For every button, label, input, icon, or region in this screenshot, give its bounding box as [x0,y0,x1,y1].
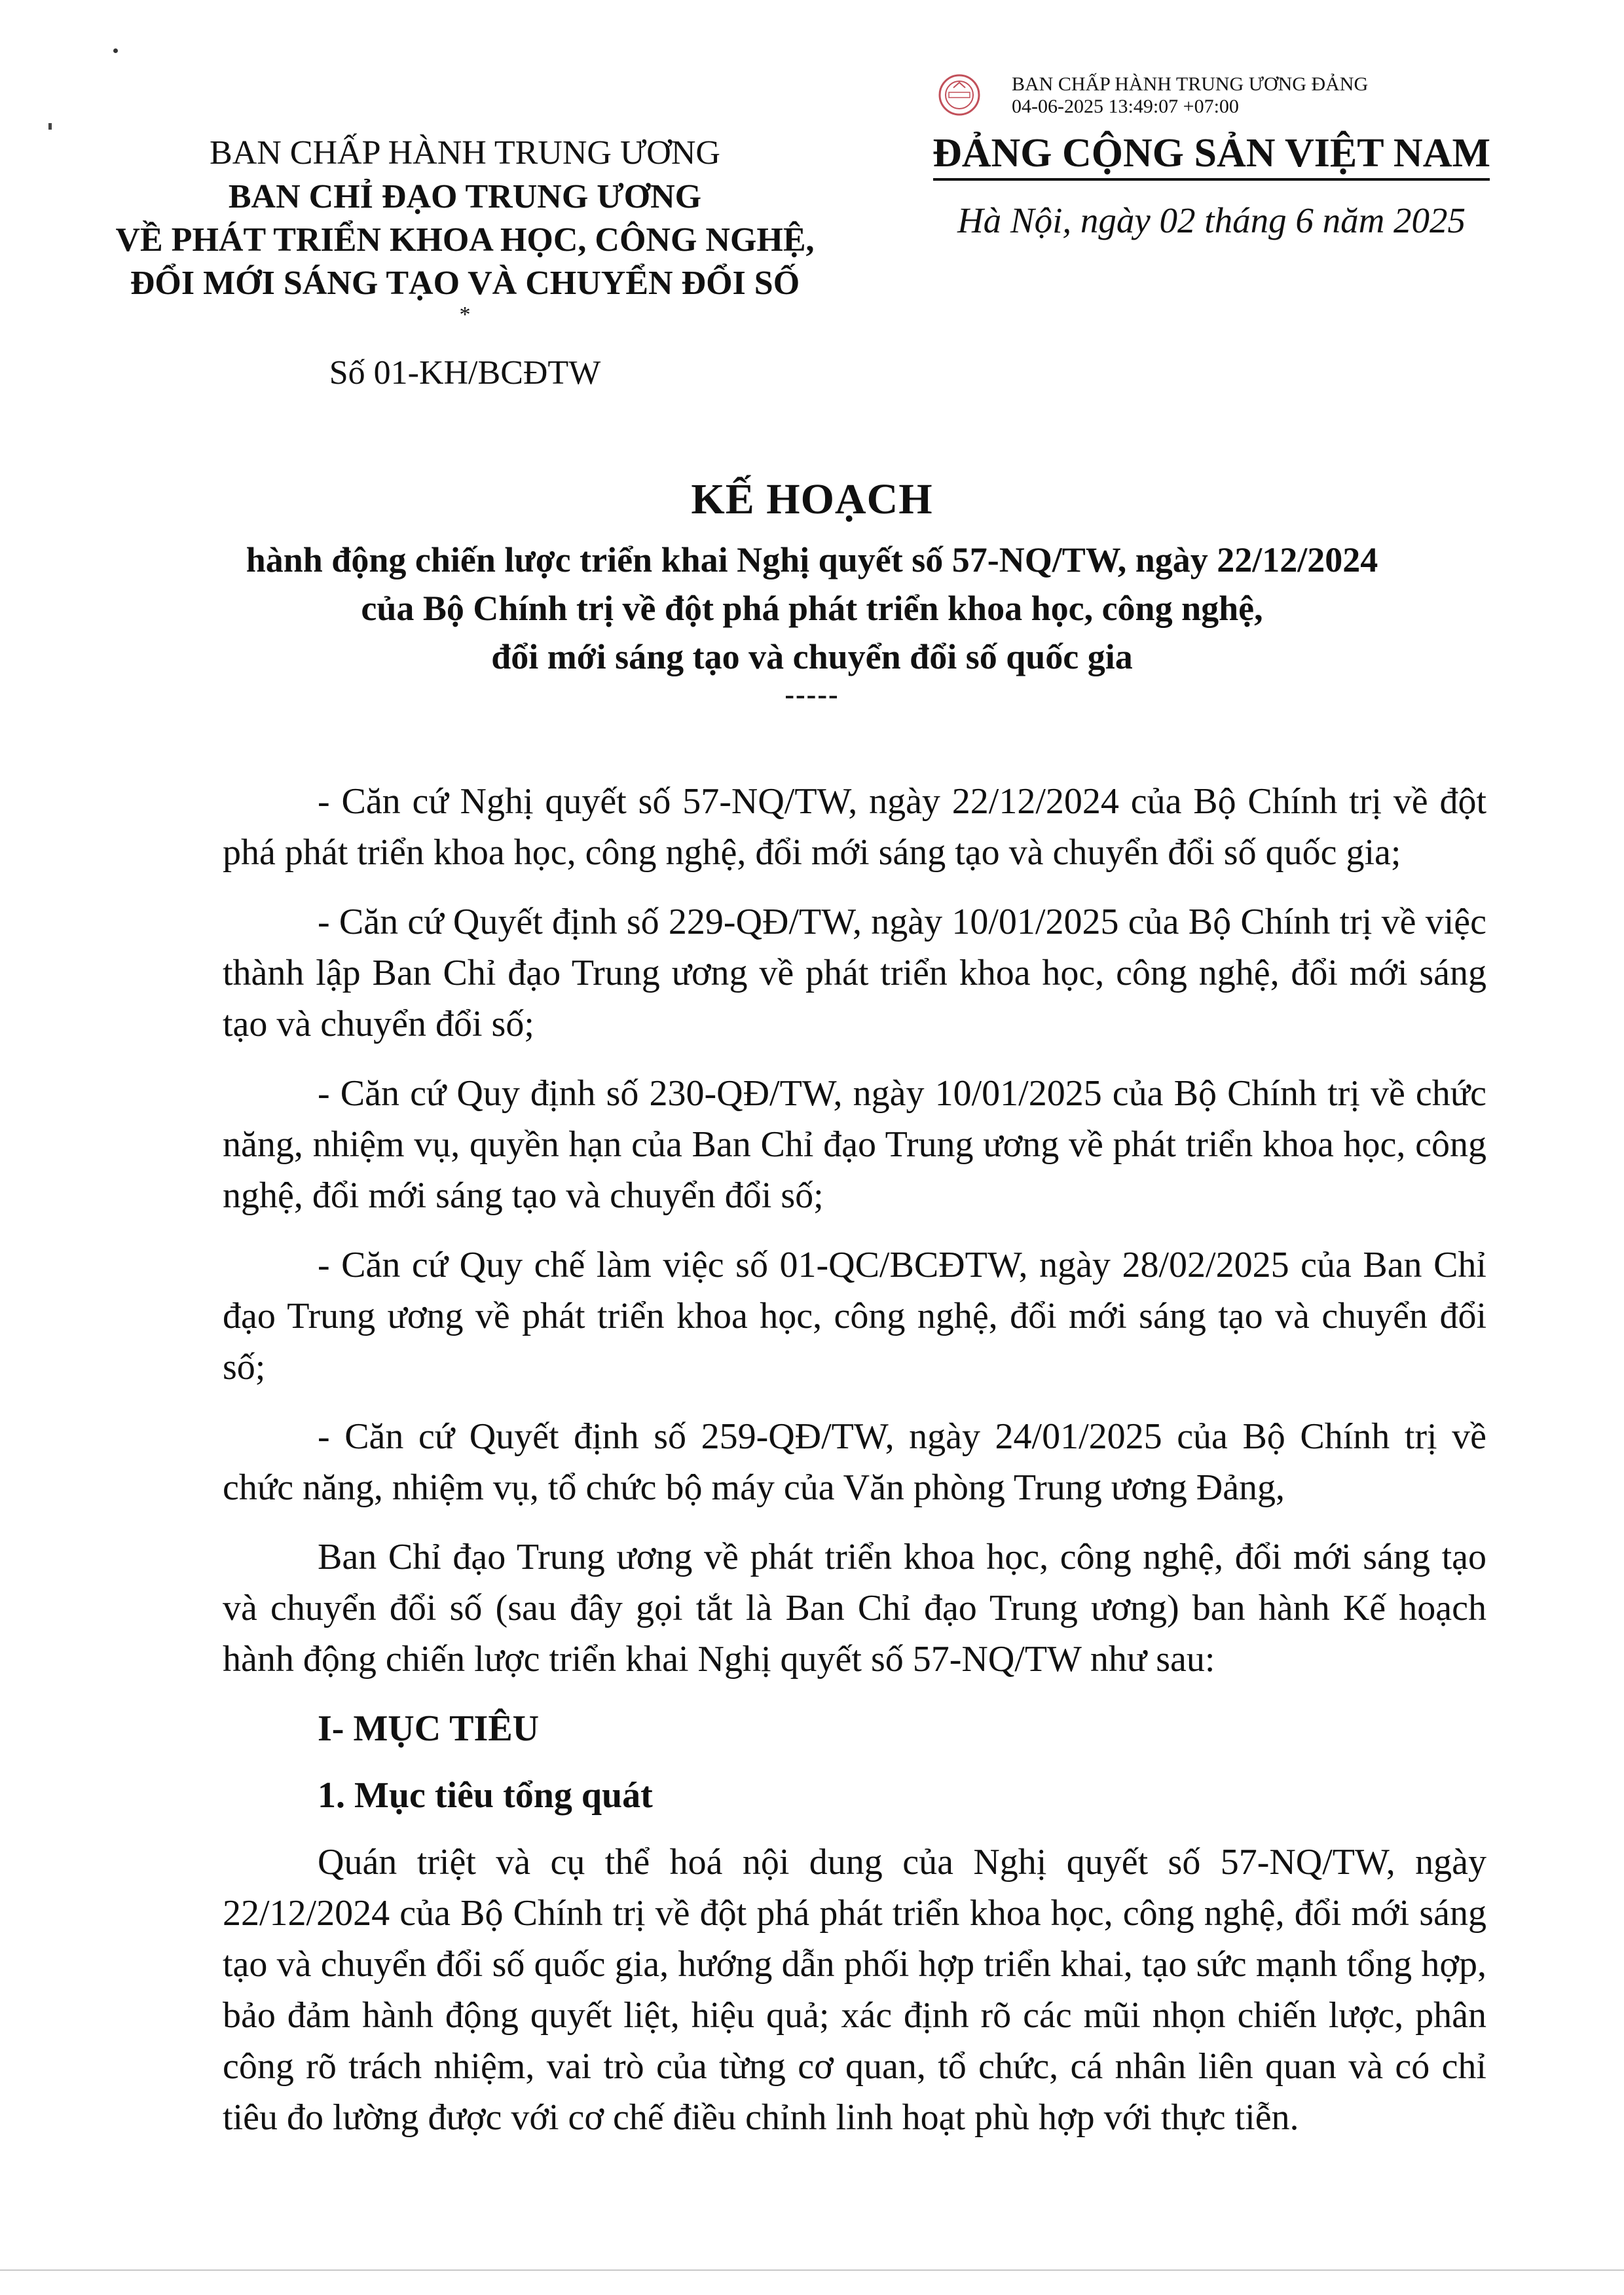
digital-signature-seal-icon [938,73,981,117]
subtitle-line-1: hành động chiến lược triển khai Nghị quyết số 57-NQ/TW, ngày 22/12/2024 [246,540,1378,579]
subsection-heading: 1. Mục tiêu tổng quát [318,1775,653,1816]
legal-basis-3: - Căn cứ Quy định số 230-QĐ/TW, ngày 10/01/2025 của Bộ Chính trị về chức năng, nhiệm vụ, quyền hạn của Ban Chỉ đạo Trung ương về phát triển khoa học, công nghệ, đổi mới sáng tạo và chuyển đổi số; [223,1073,1486,1216]
legal-basis-2: - Căn cứ Quyết định số 229-QĐ/TW, ngày 10/01/2025 của Bộ Chính trị về việc thành lập Ban Chỉ đạo Trung ương về phát triển khoa học, công nghệ, đổi mới sáng tạo và chuyển đổi số; [223,902,1486,1044]
authority-line-2: BAN CHỈ ĐẠO TRUNG ƯƠNG [228,178,702,215]
document-body [223,776,1486,2161]
legal-basis-5: - Căn cứ Quyết định số 259-QĐ/TW, ngày 24/01/2025 của Bộ Chính trị về chức năng, nhiệm vụ, tổ chức bộ máy của Văn phòng Trung ương Đảng, [223,1416,1486,1508]
document-title: KẾ HOẠCH [691,475,933,523]
scan-speck [113,48,118,53]
authority-line-1: BAN CHẤP HÀNH TRUNG ƯƠNG [210,134,720,172]
legal-basis-1: - Căn cứ Nghị quyết số 57-NQ/TW, ngày 22/12/2024 của Bộ Chính trị về đột phá phát triển khoa học, công nghệ, đổi mới sáng tạo và chuyển đổi số quốc gia; [223,781,1486,873]
signature-org: BAN CHẤP HÀNH TRUNG ƯƠNG ĐẢNG [1012,73,1369,95]
scan-speck [48,123,52,130]
place-date: Hà Nội, ngày 02 tháng 6 năm 2025 [957,200,1466,240]
issuance-statement: Ban Chỉ đạo Trung ương về phát triển khoa học, công nghệ, đổi mới sáng tạo và chuyển đổi số (sau đây gọi tắt là Ban Chỉ đạo Trung ương) ban hành Kế hoạch hành động chiến lược triển khai Nghị quyết số 57-NQ/TW như sau: [223,1537,1486,1680]
subtitle-line-2: của Bộ Chính trị về đột phá phát triển khoa học, công nghệ, [361,589,1263,628]
title-separator: ----- [784,678,840,710]
document-number: Số 01-KH/BCĐTW [329,354,601,392]
authority-line-4: ĐỔI MỚI SÁNG TẠO VÀ CHUYỂN ĐỔI SỐ [130,265,800,302]
general-objective-paragraph: Quán triệt và cụ thể hoá nội dung của Nghị quyết số 57-NQ/TW, ngày 22/12/2024 của Bộ Chính trị về đột phá phát triển khoa học, công nghệ, đổi mới sáng tạo và chuyển đổi số quốc gia, hướng dẫn phối hợp triển khai, tạo sức mạnh tổng hợp, bảo đảm hành động quyết liệt, hiệu quả; xác định rõ các mũi nhọn chiến lược, phân công rõ trách nhiệm, vai trò của từng cơ quan, tổ chức, cá nhân liên quan và có chỉ tiêu đo lường được với cơ chế điều chỉnh linh hoạt phù hợp với thực tiễn. [223,1842,1486,2138]
document-subtitle [79,536,1545,681]
subtitle-line-3: đổi mới sáng tạo và chuyển đổi số quốc gia [491,637,1133,676]
party-underline [933,178,1490,181]
star-separator: * [459,303,471,327]
digital-signature-info [1012,73,1368,118]
party-name: ĐẢNG CỘNG SẢN VIỆT NAM [932,131,1490,175]
page-edge-line [0,2269,1624,2271]
legal-basis-4: - Căn cứ Quy chế làm việc số 01-QC/BCĐTW, ngày 28/02/2025 của Ban Chỉ đạo Trung ương về phát triển khoa học, công nghệ, đổi mới sáng tạo và chuyển đổi số; [223,1245,1486,1387]
signature-timestamp: 04-06-2025 13:49:07 +07:00 [1012,96,1239,117]
issuing-authority [79,131,851,325]
authority-line-3: VỀ PHÁT TRIỂN KHOA HỌC, CÔNG NGHỆ, [115,221,815,259]
section-heading: I- MỤC TIÊU [318,1708,540,1749]
